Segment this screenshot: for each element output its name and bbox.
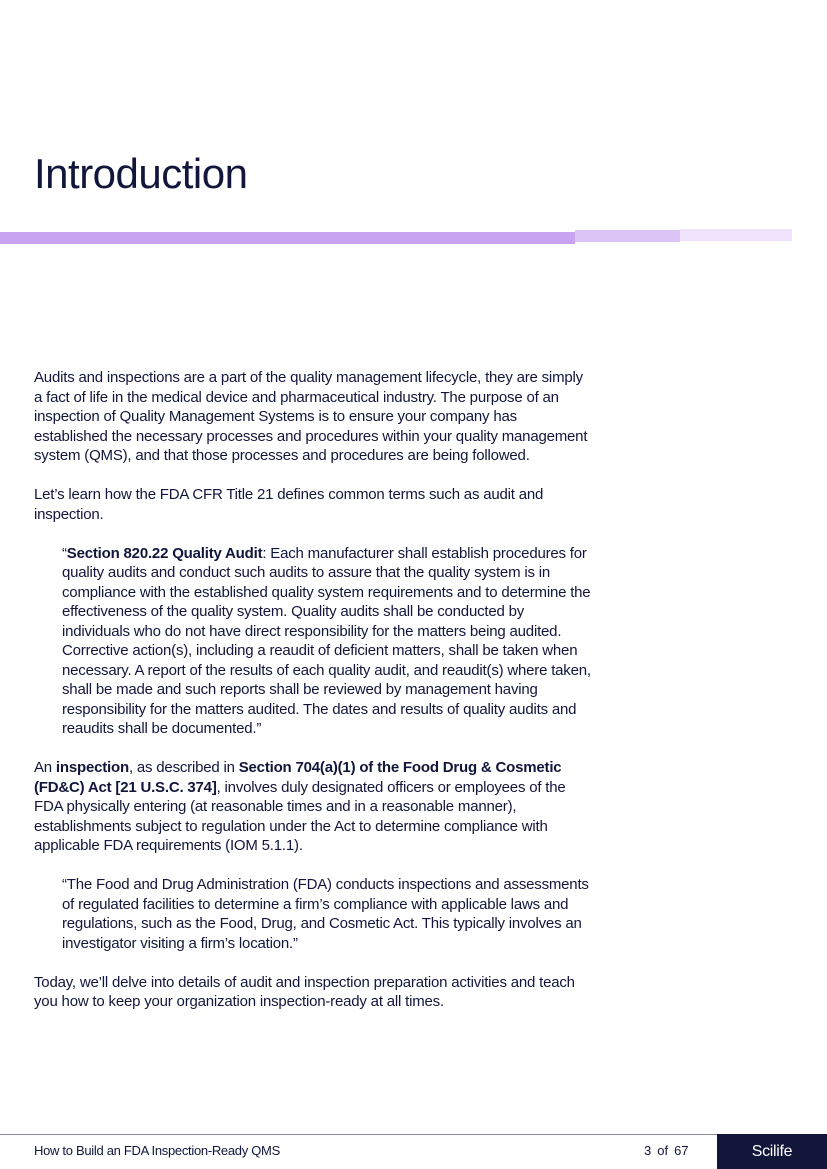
quality-audit-section-ref: Section 820.22 Quality Audit (66, 544, 263, 562)
fda-inspection-quote: “The Food and Drug Administration (FDA) conducts inspections and assessments of regulated facilities to determine a firm’s compliance with applicable laws and regulations, such as the Food, Drug, and Cosmetic Act. This typically involves an investigator visiting a firm’s location.” (62, 876, 589, 952)
closing-paragraph: Today, we’ll delve into details of audit and inspection preparation activities and teach you how to keep your organization inspection-ready at all times. (34, 973, 575, 1010)
footer-document-title: How to Build an FDA Inspection-Ready QMS (34, 1143, 280, 1158)
page-current: 3 (644, 1143, 652, 1158)
inspection-paragraph: An inspection, as described in Section 704(a)(1) of the Food Drug & Cosmetic (FD&C) Act [21 U.S.C. 374], involves duly designated officers or employees of the FDA physically entering (at reasonable times and in a reasonable manner), establishments subject to regulation under the Act to determine compliance with applicable FDA requirements (IOM 5.1.1). (34, 759, 566, 854)
accent-bar-secondary (575, 230, 680, 242)
body-content (34, 368, 594, 1031)
brand-logo: Scilife (717, 1134, 827, 1169)
page-title: Introduction (34, 150, 248, 197)
page-of: of (657, 1143, 669, 1158)
definitions-paragraph: Let’s learn how the FDA CFR Title 21 defines common terms such as audit and inspection. (34, 486, 544, 523)
intro-paragraph: Audits and inspections are a part of the quality management lifecycle, they are simply a fact of life in the medical device and pharmaceutical industry. The purpose of an inspection of Quality Management Systems is to ensure your company has established the necessary processes and procedures within your quality management system (QMS), and that those processes and procedures are being followed. (34, 369, 588, 464)
footer-divider (0, 1134, 717, 1135)
inspection-term: inspection (55, 759, 129, 776)
quality-audit-quote: “Section 820.22 Quality Audit: Each manufacturer shall establish procedures for quality audits and conduct such audits to assure that the quality system is in compliance with the established quality system requirements and to determine the effectiveness of the quality system. Quality audits shall be conducted by individuals who do not have direct responsibility for the matters being audited. Corrective action(s), including a reaudit of deficient matters, shall be taken when necessary. A report of the results of each quality audit, and reaudit(s) where taken, shall be made and such reports shall be reviewed by management having responsibility for the matters audited. The dates and results of quality audits and reaudits shall be documented.” (62, 544, 591, 737)
accent-bar-primary (0, 232, 575, 244)
page-total: 67 (674, 1143, 689, 1158)
accent-bar-tertiary (680, 229, 792, 241)
page-number (644, 1143, 695, 1158)
fdc-act-section-ref: Section 704(a)(1) of the Food Drug & Cosmetic (FD&C) Act [21 U.S.C. 374] (34, 759, 562, 796)
